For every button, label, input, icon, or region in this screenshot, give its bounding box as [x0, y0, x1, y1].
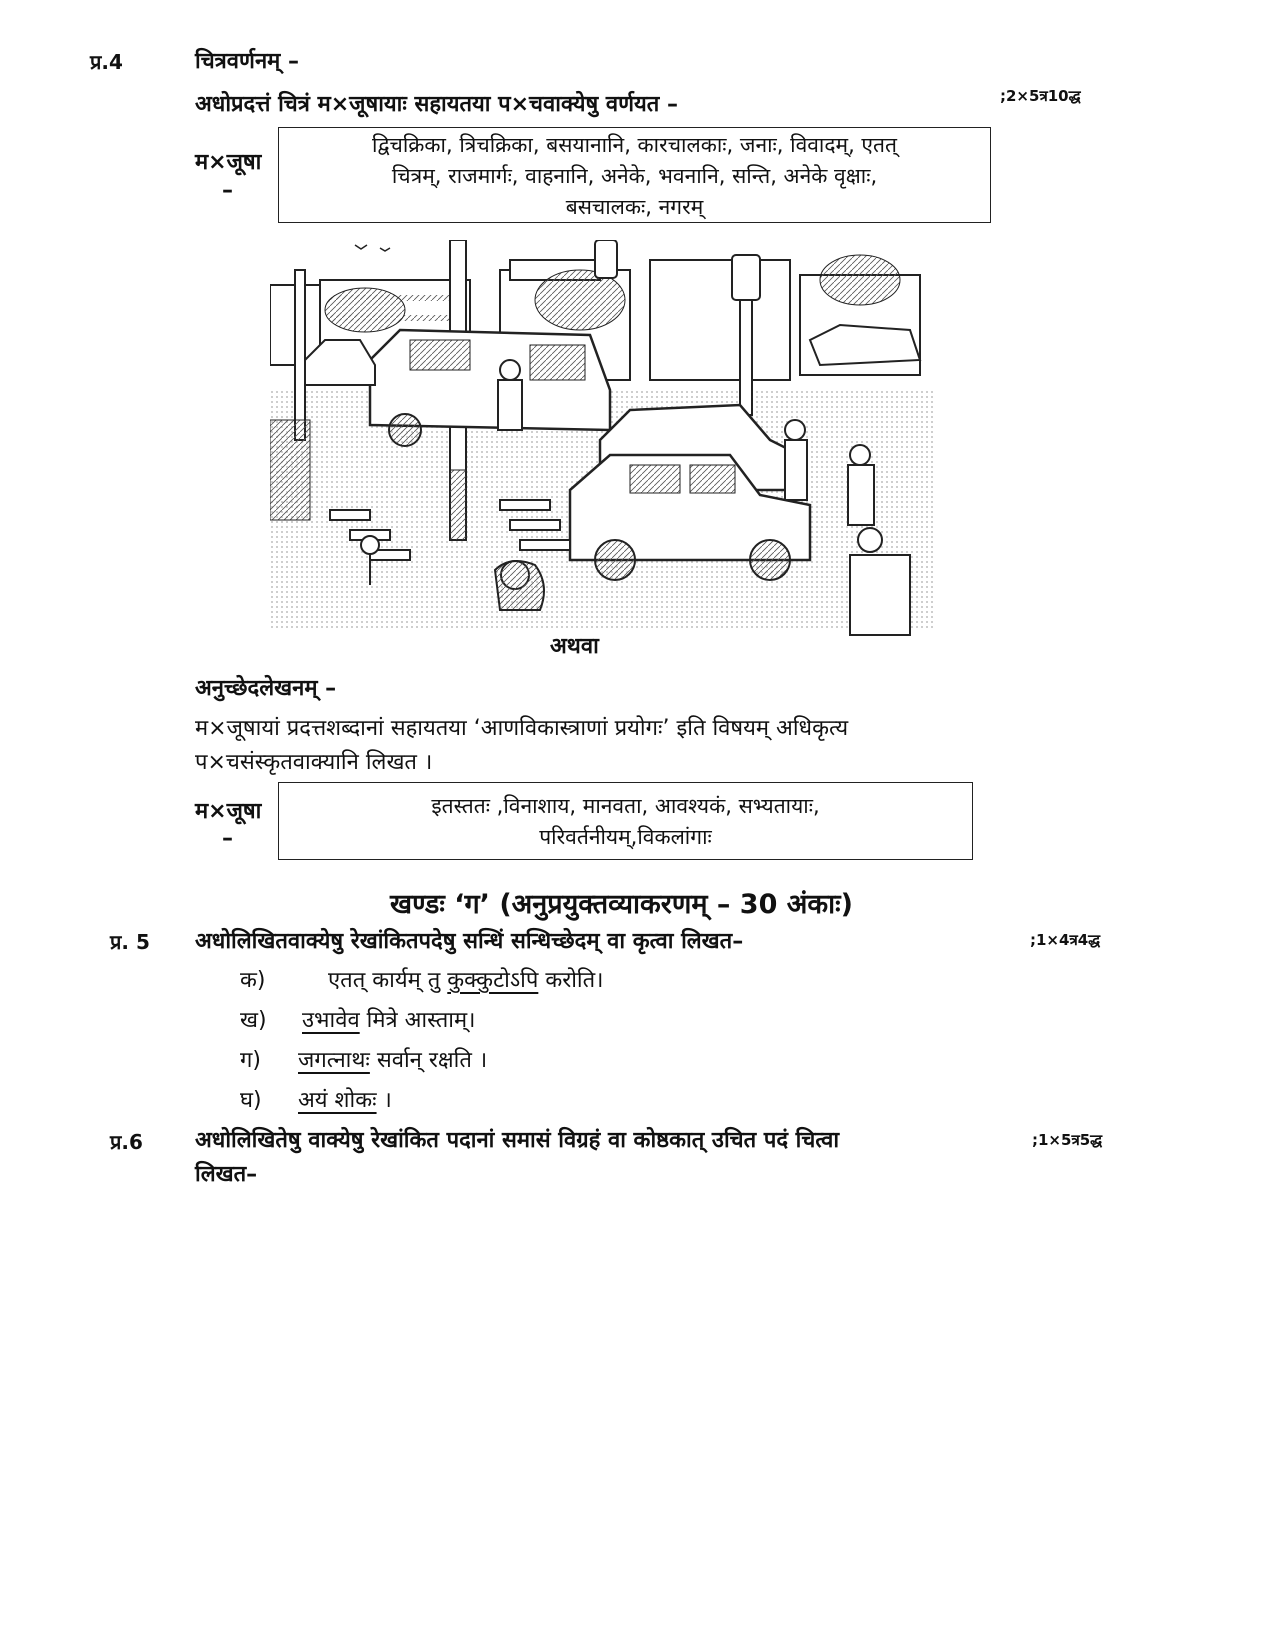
- q5-instruction: अधोलिखितवाक्येषु रेखांकितपदेषु सन्धिं सन्धिच्छेदम् वा कृत्वा लिखत–: [195, 929, 744, 954]
- q4-heading: चित्रवर्णनम् –: [195, 49, 299, 74]
- q5-item-post: सर्वान् रक्षति ।: [369, 1048, 488, 1073]
- q5-item-text: [328, 964, 604, 994]
- section-title: खण्डः ‘ग’ (अनुप्रयुक्तव्याकरणम् – 30 अंकाः): [390, 889, 853, 920]
- q5-item-underlined: उभावेव: [302, 1008, 360, 1033]
- q4-instruction: अधोप्रदत्तं चित्रं म×जूषायाः सहायतया प×चवाक्येषु वर्णयत –: [195, 92, 678, 117]
- q5-item-label: क): [240, 968, 266, 993]
- q5-item-text: [298, 1044, 487, 1074]
- paragraph-heading: अनुच्छेदलेखनम् –: [195, 676, 337, 701]
- word-box-1-line: चित्रम्, राजमार्गः, वाहनानि, अनेके, भवनानि, सन्ति, अनेके वृक्षाः,: [391, 164, 878, 188]
- word-box-2-line: इतस्ततः ,विनाशाय, मानवता, आवश्यकं, सभ्यतायाः,: [431, 794, 820, 818]
- word-box-1-line: बसचालकः, नगरम्: [565, 195, 704, 219]
- paragraph-instruction-line1: म×जूषायां प्रदत्तशब्दानां सहायतया ‘आणविकास्त्राणां प्रयोगः’ इति विषयम् अधिकृत्य: [195, 716, 849, 741]
- word-box-1-line: द्विचक्रिका, त्रिचक्रिका, बसयानानि, कारचालकाः, जनाः, विवादम्, एतत्: [372, 133, 897, 157]
- q5-item-underlined: जगत्नाथः: [298, 1048, 370, 1073]
- q5-item-label: घ): [240, 1088, 262, 1113]
- q5-item-label: ग): [240, 1048, 261, 1073]
- q6-number: प्र.6: [110, 1130, 143, 1154]
- street-scene-illustration: [270, 240, 935, 640]
- or-text: अथवा: [550, 634, 599, 659]
- q5-item-post: करोति।: [538, 968, 604, 993]
- q5-number: प्र. 5: [110, 930, 150, 954]
- q4-marks: ;2×5त्र10द्ध: [1000, 87, 1081, 105]
- q6-instruction-line2: लिखत–: [195, 1162, 258, 1187]
- q5-item-post: मित्रे आस्ताम्।: [359, 1008, 476, 1033]
- word-box-2: [278, 782, 973, 860]
- q5-item-post: ।: [376, 1088, 392, 1113]
- q4-box-dash: –: [222, 178, 233, 203]
- q5-marks: ;1×4त्र4द्ध: [1030, 931, 1101, 949]
- q5-item-underlined: अयं शोकः: [298, 1088, 377, 1113]
- q5-item-text: [298, 1084, 392, 1114]
- q5-item-label: ख): [240, 1008, 267, 1033]
- q4-number: प्र.4: [90, 50, 123, 74]
- q4-box-label: म×जूषा: [195, 150, 262, 175]
- q5-item-underlined: कुक्कुटोऽपि: [447, 968, 539, 993]
- q4-box2-dash: –: [222, 826, 233, 851]
- q6-marks: ;1×5त्र5द्ध: [1032, 1131, 1103, 1149]
- word-box-1: [278, 127, 991, 223]
- q5-item-pre: एतत् कार्यम् तु: [328, 968, 448, 993]
- q5-item-text: [302, 1004, 475, 1034]
- q4-box2-label: म×जूषा: [195, 799, 262, 824]
- q6-instruction-line1: अधोलिखितेषु वाक्येषु रेखांकित पदानां समासं विग्रहं वा कोष्ठकात् उचित पदं चित्वा: [195, 1128, 840, 1153]
- word-box-2-line: परिवर्तनीयम्,विकलांगाः: [539, 825, 712, 849]
- paragraph-instruction-line2: प×चसंस्कृतवाक्यानि लिखत ।: [195, 750, 433, 775]
